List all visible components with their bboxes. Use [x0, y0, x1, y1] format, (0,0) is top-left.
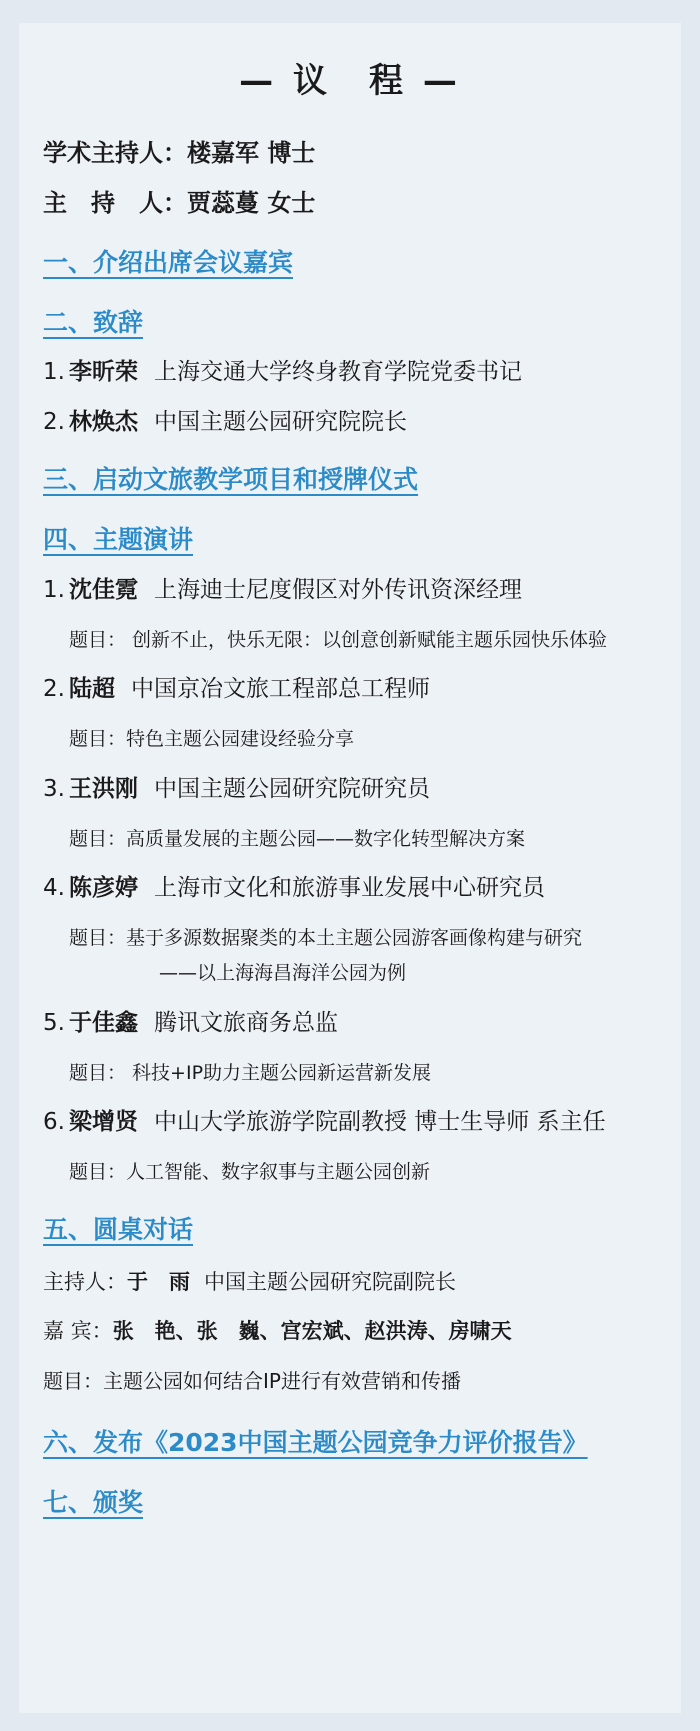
roundtable-topic: 题目：主题公园如何结合IP进行有效营销和传播 — [43, 1369, 461, 1393]
item-number: 1. — [43, 577, 65, 603]
section-2-heading: 二、致辞 — [43, 308, 144, 337]
item-number: 5. — [43, 1010, 65, 1036]
guests-label: 嘉 宾： — [43, 1319, 113, 1343]
talk-topic: 题目： 创新不止，快乐无限：以创意创新赋能主题乐园快乐体验 — [69, 629, 608, 651]
speech-item — [43, 403, 407, 436]
speaker-title: 中山大学旅游学院副教授 博士生导师 系主任 — [153, 1109, 606, 1135]
talk-item — [43, 571, 522, 604]
guests-names: 张 艳、张 巍、宫宏斌、赵洪涛、房啸天 — [112, 1319, 512, 1343]
page-title: — 议 程 — — [239, 61, 461, 101]
speaker-name: 李昕荣 — [68, 359, 138, 385]
talk-topic-continued: ——以上海海昌海洋公园为例 — [159, 962, 407, 984]
talk-topic: 题目：高质量发展的主题公园——数字化转型解决方案 — [69, 828, 526, 850]
academic-host: 学术主持人：楼嘉军 博士 — [43, 139, 316, 167]
talk-topic: 题目： 科技+IP助力主题公园新运营新发展 — [69, 1062, 432, 1084]
item-number: 2. — [43, 409, 65, 435]
section-6-heading: 六、发布《2023中国主题公园竞争力评价报告》 — [43, 1428, 588, 1457]
speaker-title: 上海迪士尼度假区对外传讯资深经理 — [153, 577, 522, 603]
speaker-title: 腾讯文旅商务总监 — [153, 1010, 338, 1036]
speaker-title: 中国主题公园研究院研究员 — [153, 776, 430, 802]
talk-item — [43, 1004, 338, 1037]
talk-item — [43, 1103, 606, 1136]
talk-topic: 题目：特色主题公园建设经验分享 — [69, 728, 355, 750]
section-7-heading: 七、颁奖 — [43, 1488, 144, 1517]
speaker-name: 王洪刚 — [68, 776, 138, 802]
roundtable-moderator — [43, 1266, 456, 1296]
talk-topic: 题目：基于多源数据聚类的本土主题公园游客画像构建与研究 — [69, 927, 583, 949]
speaker-name: 于佳鑫 — [68, 1010, 138, 1036]
speaker-title: 上海交通大学终身教育学院党委书记 — [153, 359, 522, 385]
talk-topic: 题目：人工智能、数字叙事与主题公园创新 — [69, 1161, 431, 1183]
item-number: 4. — [43, 875, 65, 901]
speaker-name: 梁增贤 — [68, 1109, 138, 1135]
talk-item — [43, 869, 545, 902]
host: 主 持 人：贾蕊蔓 女士 — [43, 189, 316, 217]
section-3-heading: 三、启动文旅教学项目和授牌仪式 — [43, 465, 419, 494]
item-number: 3. — [43, 776, 65, 802]
speaker-title: 中国京冶文旅工程部总工程师 — [130, 676, 430, 702]
section-4-heading: 四、主题演讲 — [43, 525, 194, 554]
item-number: 6. — [43, 1109, 65, 1135]
speaker-name: 林焕杰 — [68, 409, 138, 435]
speaker-name: 陆超 — [68, 676, 115, 702]
speaker-title: 中国主题公园研究院院长 — [153, 409, 407, 435]
speaker-title: 上海市文化和旅游事业发展中心研究员 — [153, 875, 545, 901]
talk-item — [43, 670, 430, 703]
item-number: 2. — [43, 676, 65, 702]
moderator-name: 于 雨 — [127, 1270, 190, 1294]
moderator-label: 主持人： — [43, 1270, 127, 1294]
speaker-name: 沈佳霓 — [68, 577, 138, 603]
section-5-heading: 五、圆桌对话 — [43, 1215, 194, 1244]
agenda-card — [19, 23, 681, 1713]
roundtable-guests — [43, 1315, 512, 1345]
moderator-title: 中国主题公园研究院副院长 — [204, 1270, 456, 1294]
speaker-name: 陈彦婷 — [68, 875, 138, 901]
talk-item — [43, 770, 430, 803]
section-1-heading: 一、介绍出席会议嘉宾 — [43, 248, 294, 277]
item-number: 1. — [43, 359, 65, 385]
speech-item — [43, 353, 522, 386]
